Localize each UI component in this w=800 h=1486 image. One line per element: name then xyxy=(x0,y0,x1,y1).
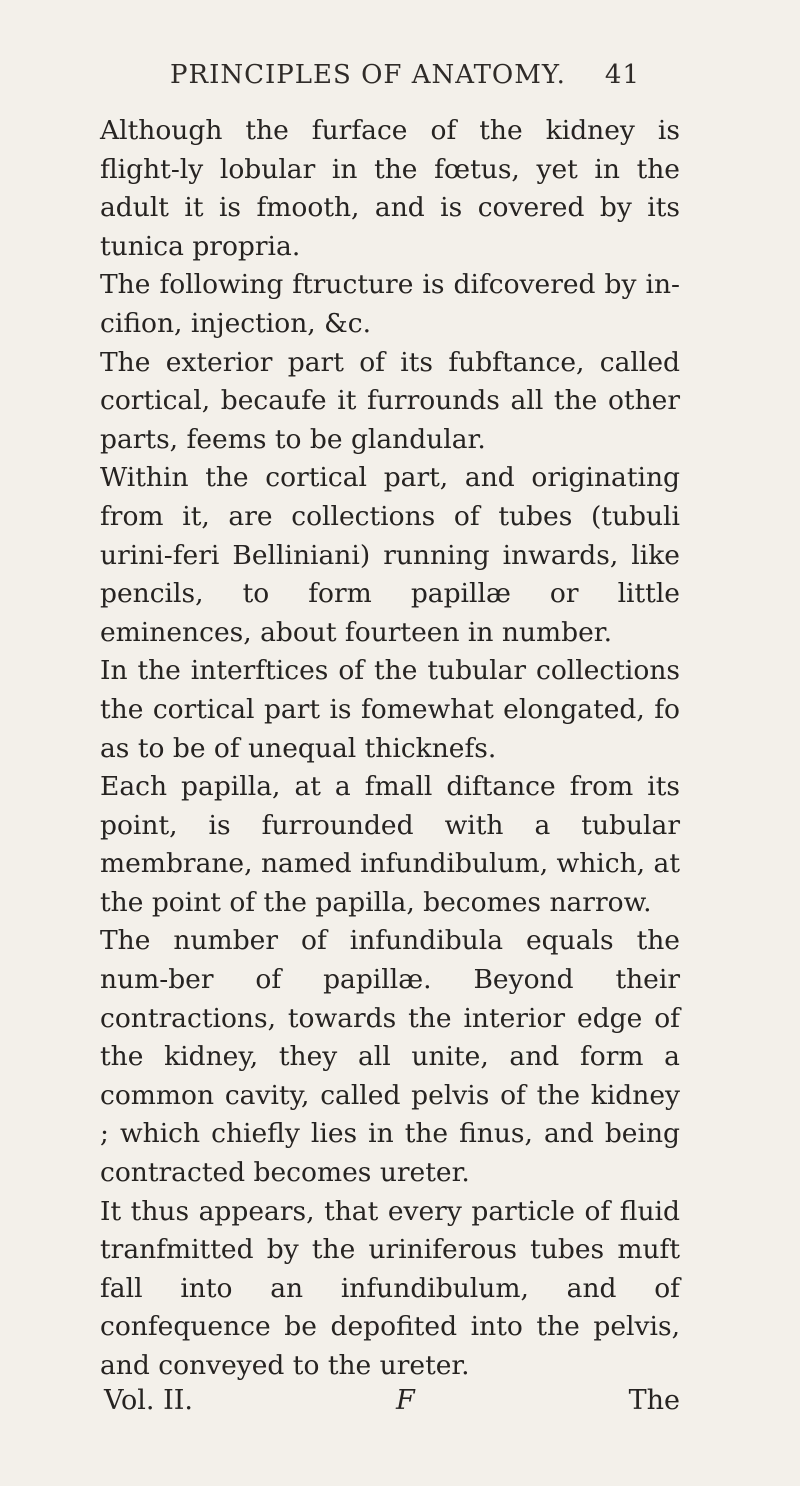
paragraph-2: The following ftructure is difcovered by in-cifion, injection, &c. xyxy=(100,269,680,339)
paragraph-8: It thus appears, that every particle of fluid tranfmitted by the uriniferous tubes muft fall into an infundibulum, and of confequence be depofited into the pelvis, and conveyed to the ureter. xyxy=(100,1195,680,1381)
page-footer xyxy=(100,1385,680,1425)
paragraph-5: In the interftices of the tubular collections the cortical part is fomewhat elongated, fo as to be of unequal thicknefs. xyxy=(100,655,680,764)
paragraph-6: Each papilla, at a fmall diftance from its point, is furrounded with a tubular membrane, named infundibulum, which, at the point of the papilla, becomes narrow. xyxy=(100,771,680,918)
paragraph-1: Although the furface of the kidney is flight-ly lobular in the fœtus, yet in the adult it is fmooth, and is covered by its tunica propria. xyxy=(100,115,680,262)
running-head xyxy=(170,60,640,90)
paragraph-3: The exterior part of its fubftance, called cortical, becaufe it furrounds all the other parts, feems to be glandular. xyxy=(100,346,680,455)
signature-mark: F xyxy=(396,1385,415,1416)
page-number: 41 xyxy=(604,60,640,90)
catchword: The xyxy=(628,1385,680,1416)
volume-label: Vol. II. xyxy=(104,1385,193,1416)
running-title: PRINCIPLES OF ANATOMY. xyxy=(170,60,566,90)
paragraph-4: Within the cortical part, and originating from it, are collections of tubes (tubuli urini-feri Belliniani) running inwards, like pencils, to form papillæ or little eminences, about fourteen in number. xyxy=(100,462,680,648)
paragraph-7: The number of infundibula equals the num-ber of papillæ. Beyond their contractions, towards the interior edge of the kidney, they all unite, and form a common cavity, called pelvis of the kidney ; which chiefly lies in the finus, and being contracted becomes ureter. xyxy=(100,925,680,1189)
body-text xyxy=(100,112,680,1386)
